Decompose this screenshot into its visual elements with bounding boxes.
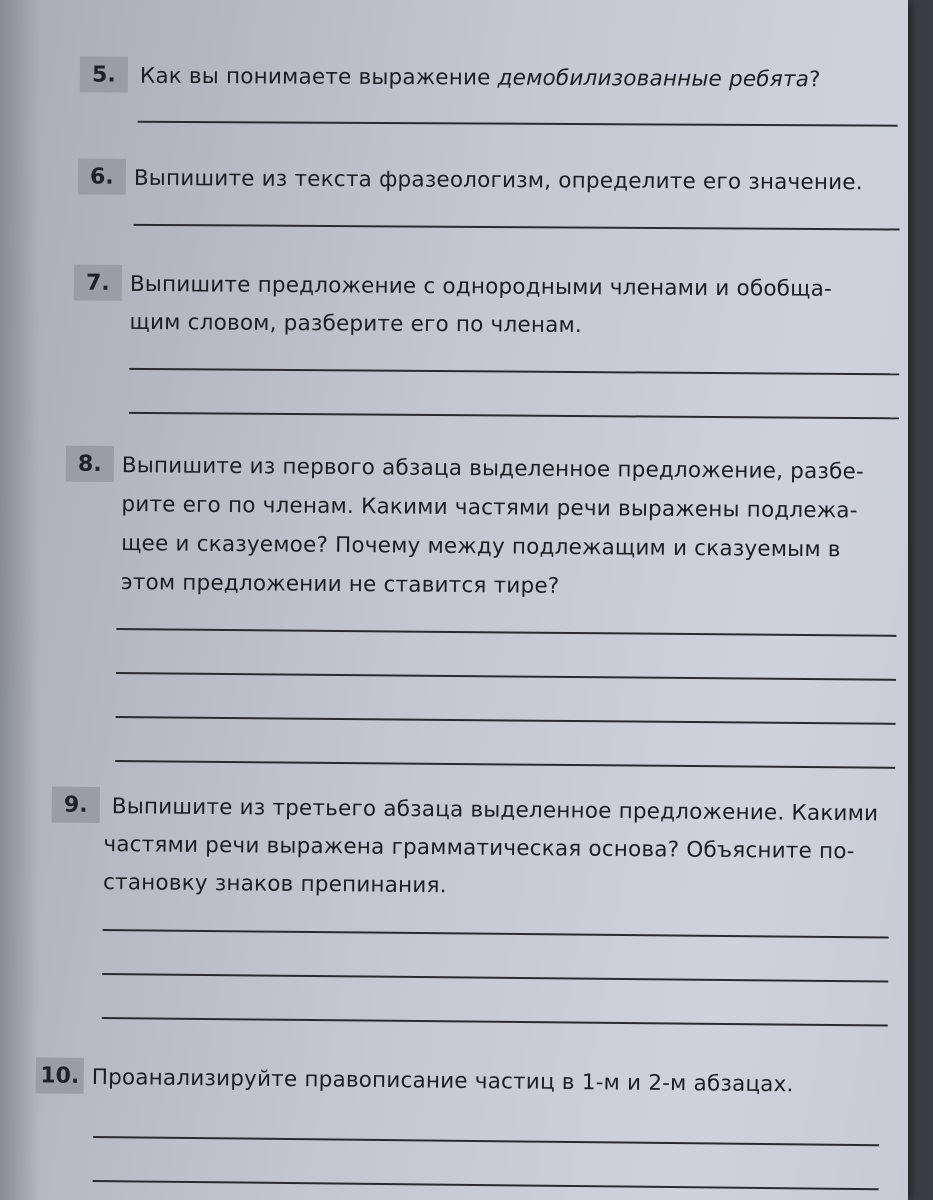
answer-line: [134, 224, 900, 231]
answer-line: [93, 1180, 879, 1190]
answer-line: [129, 412, 899, 419]
answer-line: [116, 672, 896, 681]
task-text-line: Проанализируйте правописание частиц в 1-м и 2-м абзацах.: [91, 1064, 794, 1098]
task-text-line: Выпишите из третьего абзаца выделенное предложение. Какими: [111, 794, 879, 827]
task-text-part: ?: [808, 67, 821, 93]
task-number: 6.: [78, 158, 126, 194]
task-text-line: Выпишите предложение с однородными членами и обобща-: [129, 271, 833, 302]
answer-line: [138, 121, 898, 127]
task-text-line: становку знаков препинания.: [102, 869, 447, 899]
task-text: [140, 59, 821, 98]
task-number: 9.: [52, 786, 100, 822]
task-text-line: этом предложении не ставится тире?: [120, 570, 560, 599]
answer-line: [129, 368, 899, 375]
task-number: 10.: [36, 1057, 84, 1094]
task-text-line: Выпишите из первого абзаца выделенное предложение, разбе-: [121, 453, 865, 485]
task-emphasis: демобилизованные ребята: [497, 65, 810, 93]
task-text-line: частями речи выражена грамматическая основа? Объясните по-: [103, 831, 855, 865]
answer-line: [102, 973, 888, 983]
task-6: [0, 158, 900, 196]
task-5: [0, 56, 900, 93]
task-text-line: щим словом, разберите его по членам.: [129, 309, 583, 339]
answer-line: [103, 929, 889, 939]
task-number: 5.: [80, 56, 128, 92]
answer-line: [102, 1017, 888, 1027]
task-10: [0, 1057, 900, 1098]
task-number: 8.: [66, 446, 114, 482]
task-number: 7.: [74, 265, 122, 301]
answer-line: [116, 628, 896, 637]
task-9: [0, 786, 900, 899]
task-text-line: рите его по членам. Какими частями речи выражены подлежа-: [121, 492, 858, 524]
page-shadow: [0, 0, 40, 1200]
answer-line: [115, 760, 895, 769]
task-7: [0, 264, 900, 339]
task-text-part: Как вы понимаете выражение: [139, 63, 498, 91]
answer-line: [93, 1136, 879, 1146]
task-8: [0, 445, 900, 599]
task-text-line: щее и сказуемое? Почему между подлежащим и сказуемым в: [121, 531, 841, 563]
task-text-line: Выпишите из текста фразеологизм, определите его значение.: [133, 165, 863, 196]
answer-line: [116, 716, 896, 725]
